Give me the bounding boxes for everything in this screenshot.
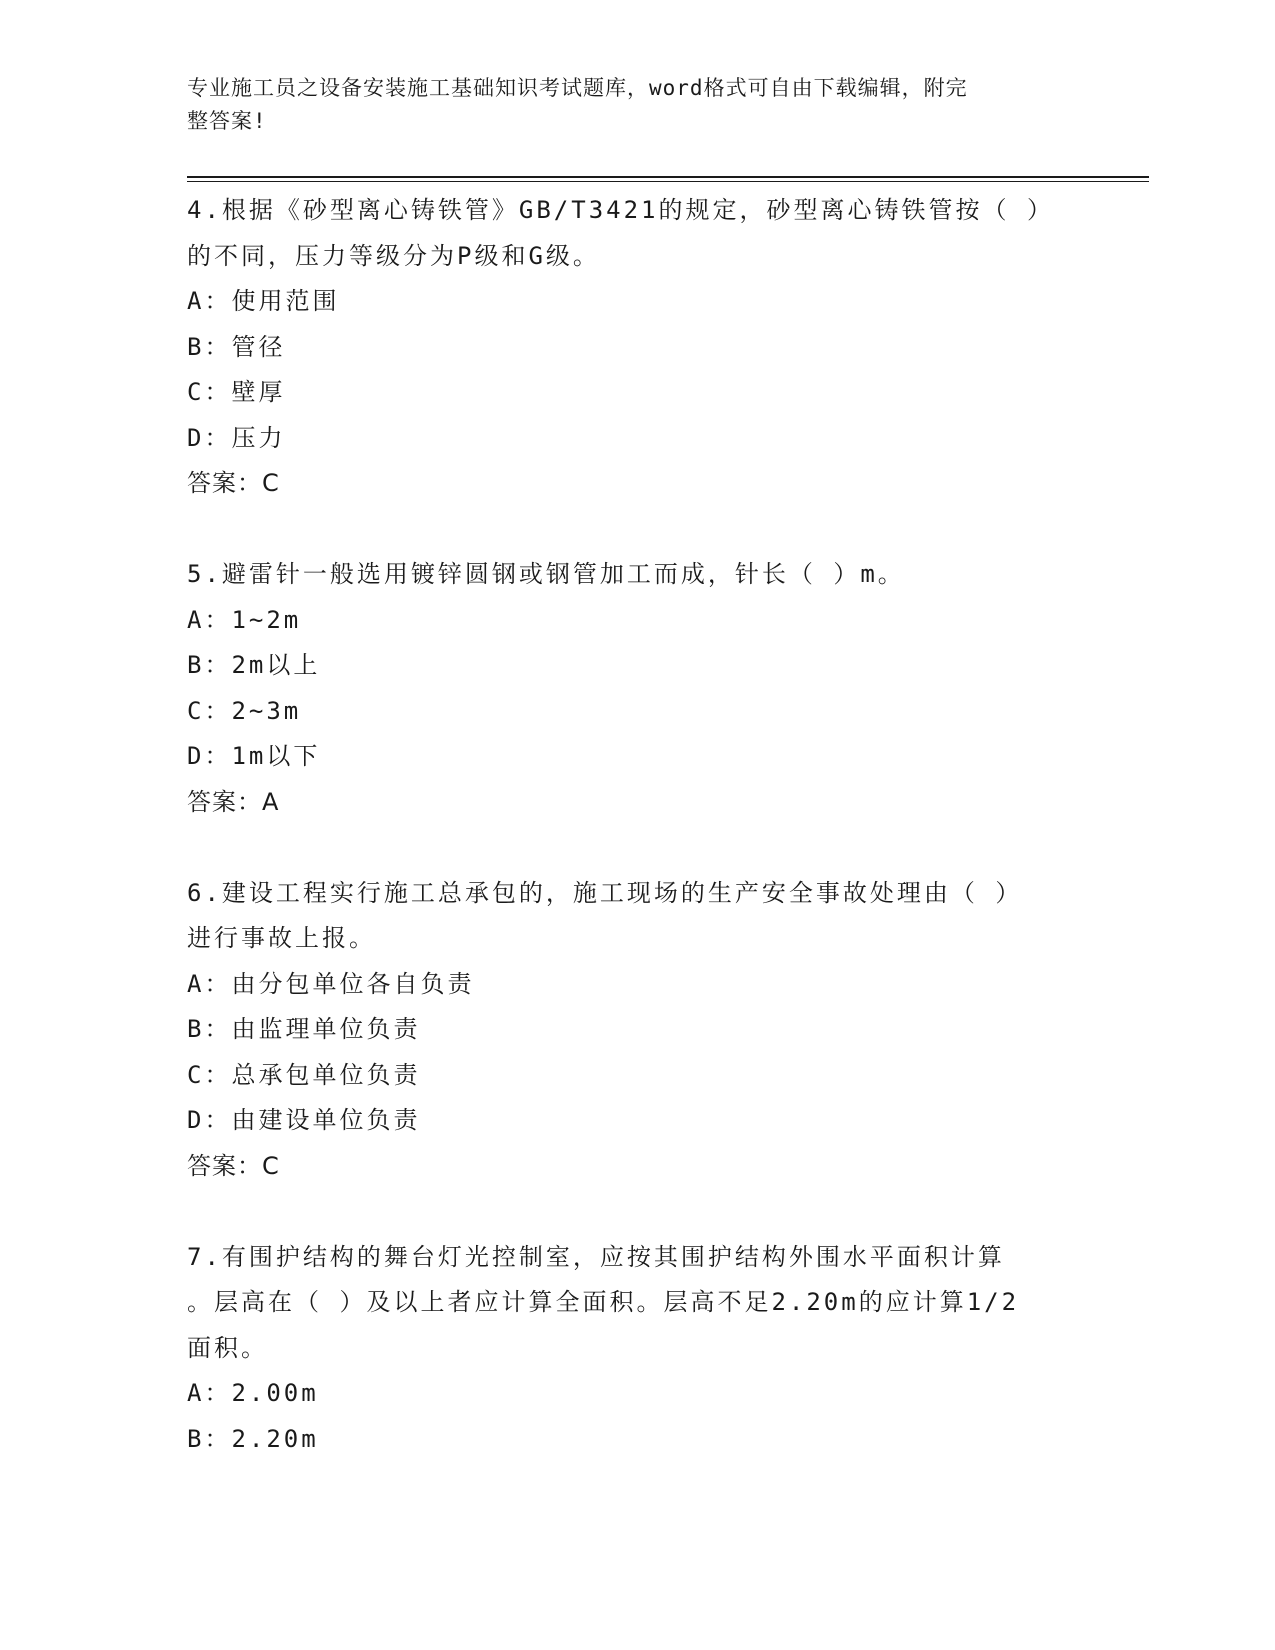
question-stem: 的不同，压力等级分为P级和G级。 <box>187 241 600 270</box>
option-c: C：壁厚 <box>187 378 286 406</box>
question-stem: 面积。 <box>187 1333 268 1362</box>
question-list <box>187 188 1087 1462</box>
header-divider-thin <box>187 181 1149 182</box>
option-c: C：2~3m <box>187 696 302 725</box>
option-b: B：管径 <box>187 332 286 361</box>
option-d: D：由建设单位负责 <box>187 1106 421 1134</box>
question-stem: 7.有围护结构的舞台灯光控制室，应按其围护结构外围水平面积计算 <box>187 1242 1005 1271</box>
header-line-2: 整答案! <box>187 109 267 133</box>
question-stem: 4.根据《砂型离心铸铁管》GB/T3421的规定，砂型离心铸铁管按（ ） <box>187 196 1054 224</box>
question-stem: 。层高在（ ）及以上者应计算全面积。层高不足2.20m的应计算1/2 <box>187 1288 1020 1316</box>
option-b: B：2m以上 <box>187 651 321 679</box>
option-a: A：由分包单位各自负责 <box>187 969 475 998</box>
option-a: A：2.00m <box>187 1379 319 1407</box>
header-line-1: 专业施工员之设备安装施工基础知识考试题库，word格式可自由下载编辑，附完 <box>187 76 968 100</box>
question-stem: 进行事故上报。 <box>187 924 376 952</box>
option-d: D：1m以下 <box>187 742 321 770</box>
question-7 <box>187 1235 1087 1463</box>
question-4 <box>187 188 1087 507</box>
option-b: B：2.20m <box>187 1424 319 1453</box>
question-5 <box>187 552 1087 825</box>
answer: 答案：A <box>187 787 280 816</box>
option-c: C：总承包单位负责 <box>187 1060 421 1089</box>
option-a: A：使用范围 <box>187 287 340 315</box>
option-a: A：1~2m <box>187 605 302 634</box>
header-divider-thick <box>187 176 1149 178</box>
option-b: B：由监理单位负责 <box>187 1015 421 1043</box>
spacer <box>187 507 1087 553</box>
answer: 答案：C <box>187 1151 280 1180</box>
question-6 <box>187 871 1087 1190</box>
question-stem: 6.建设工程实行施工总承包的，施工现场的生产安全事故处理由（ ） <box>187 878 1023 907</box>
option-d: D：压力 <box>187 423 286 452</box>
document-header <box>187 72 1067 138</box>
spacer <box>187 825 1087 871</box>
spacer <box>187 1189 1087 1235</box>
question-stem: 5.避雷针一般选用镀锌圆钢或钢管加工而成，针长（ ）m。 <box>187 560 905 588</box>
answer: 答案：C <box>187 469 280 497</box>
